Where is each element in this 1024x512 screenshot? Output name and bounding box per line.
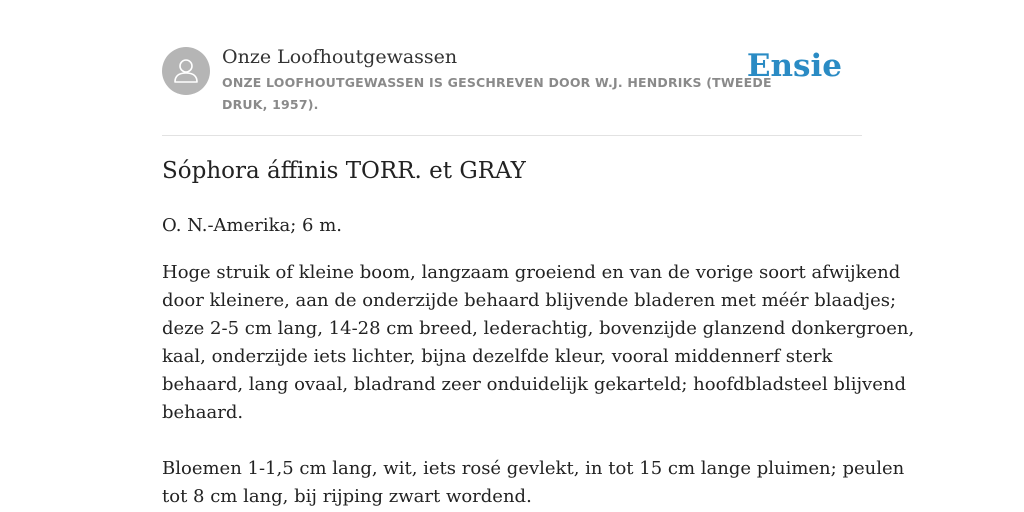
- entry-origin: O. N.-Amerika; 6 m.: [162, 215, 343, 236]
- text-line: behaard, lang ovaal, bladrand zeer onduidelijk gekarteld; hoofdbladsteel blijvend: [162, 374, 906, 395]
- text-line: door kleinere, aan de onderzijde behaard blijvende bladeren met méér blaadjes;: [162, 290, 897, 311]
- entry-paragraph-1: [162, 259, 915, 427]
- book-description: [222, 72, 772, 116]
- page: [162, 0, 915, 507]
- book-description-line: ONZE LOOFHOUTGEWASSEN IS GESCHREVEN DOOR W.J. HENDRIKS (TWEEDE: [222, 75, 772, 90]
- book-header: [162, 0, 862, 136]
- entry-paragraph-2: [162, 455, 905, 511]
- ensie-logo[interactable]: Ensie: [746, 48, 842, 84]
- text-line: deze 2-5 cm lang, 14-28 cm breed, lederachtig, bovenzijde glanzend donkergroen,: [162, 318, 915, 339]
- text-line: behaard.: [162, 402, 244, 423]
- text-line: tot 8 cm lang, bij rijping zwart wordend.: [162, 486, 532, 507]
- user-silhouette-icon[interactable]: [162, 47, 210, 95]
- text-line: kaal, onderzijde iets lichter, bijna dezelfde kleur, vooral middennerf sterk: [162, 346, 833, 367]
- book-title[interactable]: Onze Loofhoutgewassen: [222, 46, 458, 68]
- text-line: Hoge struik of kleine boom, langzaam groeiend en van de vorige soort afwijkend: [162, 262, 901, 283]
- book-description-line: DRUK, 1957).: [222, 97, 319, 112]
- entry-title: Sóphora áffinis TORR. et GRAY: [162, 158, 526, 184]
- text-line: Bloemen 1-1,5 cm lang, wit, iets rosé gevlekt, in tot 15 cm lange pluimen; peulen: [162, 458, 905, 479]
